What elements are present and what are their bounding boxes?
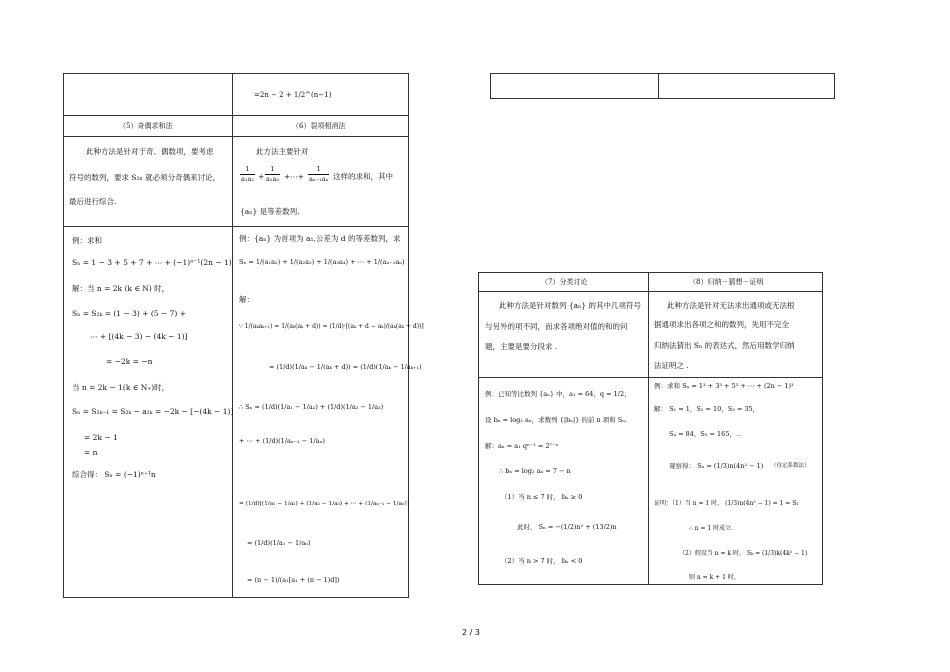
desc6-line1: 此方法主要针对 [256, 147, 309, 156]
ex6-line-3: 解： [239, 295, 254, 304]
desc6-line3: {aₙ} 是等差数列. [240, 207, 300, 216]
right-row-headers [479, 273, 822, 292]
ex6-line-7: + ⋯ + (1/d)(1/aₙ₋₁ − 1/aₙ) [239, 437, 325, 445]
ex5-line-1: 例：求和 [72, 236, 102, 245]
desc6-fraction-3: 1 aₙ₋₁aₙ [309, 165, 329, 183]
desc7-line2: 与另外的项不同，而求各项绝对值的和的问 [485, 322, 628, 331]
ex7-line-5: （1）当 n ≤ 7 时， bₙ ≥ 0 [501, 493, 583, 501]
right-table [478, 272, 823, 585]
ex6-line-2: Sₙ = 1/(a₁a₂) + 1/(a₂a₃) + 1/(a₃a₄) + ⋯ + 1/(aₙ₋₁aₙ) [239, 258, 405, 266]
ex7-line-2: 设 bₙ = log₂ aₙ，求数列 {|bₙ|} 的前 n 项和 Sₙ. [485, 416, 628, 424]
ex5-line-8: Sₙ = S₂ₖ₋₁ = S₂ₖ − a₂ₖ = −2k − [−(4k − 1)] [72, 407, 234, 416]
ex6-line-10: = (n − 1)/(a₁[a₁ + (n − 1)d]) [247, 576, 340, 584]
ex8-line-8: （2）假设当 n = k 时， Sₖ = (1/3)k(4k² − 1) [679, 550, 808, 557]
left-row-headers [64, 116, 408, 137]
ex5-line-6: = −2k = −n [106, 357, 153, 366]
ex5-line-4: Sₙ = S₂ₖ = (1 − 3) + (5 − 7) + [72, 309, 186, 318]
ex6-line-5: = (1/d)(1/aₖ − 1/(aₖ + d)) = (1/d)(1/aₖ − 1/aₖ₊₁) [269, 363, 422, 371]
desc6-line2: 这样的求和，其中 [333, 172, 393, 181]
ex5-line-3: 解：当 n = 2k (k ∈ N) 时， [72, 284, 170, 293]
ex8-line-5: （待定系数法） [771, 463, 810, 469]
desc8-line4: 法证明之 . [654, 361, 689, 370]
header-7: （7）分类讨论 [541, 278, 588, 286]
ex6-line-6: ∴ Sₙ = (1/d)(1/a₁ − 1/a₂) + (1/d)(1/a₂ − 1/a₃) [239, 403, 384, 411]
desc8-line3: 归纳法猜出 Sₙ 的表达式，然后用数学归纳 [654, 341, 795, 350]
header-6: （6）裂项相消法 [292, 122, 346, 130]
ex8-line-7: ∴ n = 1 时成立. [689, 525, 734, 532]
ex6-line-8: = (1/d)[(1/a₁ − 1/a₂) + (1/a₂ − 1/a₃) + ⋯ + (1/aₙ₋₁ − 1/aₙ)] [239, 501, 409, 507]
ex8-line-4: 观察得： Sₙ = (1/3)n(4n² − 1) [669, 462, 764, 470]
desc5-line1: 此种方法是针对于奇、偶数项，要考虑 [86, 147, 214, 156]
desc7-line3: 题，主要是要分段求 . [485, 342, 558, 351]
ex5-line-11: 综合得： Sₙ = (−1)ⁿ⁺¹n [72, 470, 156, 479]
ex8-line-2: 解： S₁ = 1，S₂ = 10，S₃ = 35， [654, 405, 760, 413]
left-row-top [64, 74, 408, 116]
ex7-line-4: ∴ bₙ = log₂ aₙ = 7 − n [499, 467, 571, 475]
ex7-line-6: 此时， Sₙ = −(1/2)n² + (13/2)n [517, 523, 617, 531]
ex5-line-10: = n [84, 448, 98, 457]
ex7-line-1: 例：已知等比数列 {aₙ} 中，a₁ = 64，q = 1/2， [485, 390, 631, 398]
desc5-line3: 最后进行综合. [69, 197, 117, 206]
ex6-line-4: ∵ 1/(aₖaₖ₊₁) = 1/(aₖ(aₖ + d)) = (1/d)·[(aₖ + d − aₖ)/(aₖ(aₖ + d))] [239, 323, 424, 330]
desc8-line1: 此种方法是针对无法求出通项或无法根 [667, 301, 795, 310]
header-8: （8）归纳－猜想－证明 [689, 278, 764, 286]
top-formula: =2n − 2 + 1/2^(n−1) [254, 91, 332, 99]
ex6-line-1: 例：{aₙ} 为首项为 a₁,公差为 d 的等差数列，求 [239, 234, 401, 243]
right-top-table [490, 73, 835, 99]
ex8-line-9: 则 n = k + 1 时， [689, 574, 740, 581]
ex7-line-3: 解：aₙ = a₁ qⁿ⁻¹ = 2⁷⁻ⁿ [485, 442, 559, 450]
ex5-line-5: ⋯ + [(4k − 3) − (4k − 1)] [90, 332, 188, 341]
ex5-line-7: 当 n = 2k − 1(k ∈ N₊)时， [72, 383, 170, 392]
desc8-line2: 据通项求出各项之和的数列，先用不完全 [654, 320, 789, 329]
ex5-line-9: = 2k − 1 [84, 433, 118, 442]
desc5-line2: 符号的数列，要求 S₂ₙ 就必须分奇偶来讨论， [69, 173, 221, 182]
ex5-line-2: Sₙ = 1 − 3 + 5 + 7 + ⋯ + (−1)ⁿ⁻¹(2n − 1) [72, 258, 232, 267]
left-table: =2n − 2 + 1/2^(n−1) （5）奇偶求和法 （6）裂项相消法 此种方法是针对于奇、偶数项，要考虑 符号的数列，要求 S₂ₙ 就必须分奇偶来讨论， 最后进行综合. 此方法主要针对 1 a₁a₂ + 1 a₂a₃ +⋯+ 1 aₙ₋₁aₙ 这样的求和，其中 {aₙ} 是等差数列. 例：求和 Sₙ = 1 − 3 + 5 + 7 + ⋯ + (−1)ⁿ⁻¹(2n − 1) 解：当 n = 2k (k ∈ N) 时， Sₙ = S₂ₖ = (1 − 3) + (5 − 7) + ⋯ + [(4k − 3) − (4k − 1)] = −2k = −n 当 n = 2k − 1(k ∈ N₊)时， Sₙ = S₂ₖ₋₁ = S₂ₖ − a₂ₖ = −2k − [−(4k − 1)] = 2k − 1 = n 综合得： Sₙ = (−1)ⁿ⁺¹n 例：{aₙ} 为首项为 a₁,公差为 d 的等差数列，求 Sₙ = 1/(a₁a₂) + 1/(a₂a₃) + 1/(a₃a₄) + ⋯ + 1/(aₙ₋₁aₙ) 解： ∵ 1/(aₖaₖ₊₁) = 1/(aₖ(aₖ + d)) = (1/d)·[(aₖ + d − aₖ)/(aₖ(aₖ + d))] = (1/d)(1/aₖ − 1/(aₖ + d)) = (1/d)(1/aₖ − 1/aₖ₊₁) ∴ Sₙ = (1/d)(1/a₁ − 1/a₂) + (1/d)(1/a₂ − 1/a₃) + ⋯ + (1/d)(1/aₙ₋₁ − 1/aₙ) = (1/d)[(1/a₁ − 1/a₂) + (1/a₂ − 1/a₃) + ⋯ + (1/aₙ₋₁ − 1/aₙ)] = (1/d)(1/a₁ − 1/aₙ) = (n − 1)/(a₁[a₁ + (n − 1)d]) [63, 73, 409, 598]
ex8-line-3: S₄ = 84，S₅ = 165，⋯ [669, 430, 742, 438]
ex6-line-9: = (1/d)(1/a₁ − 1/aₙ) [247, 539, 311, 547]
page-number: 2 / 3 [462, 628, 480, 637]
ex8-line-1: 例：求和 Sₙ = 1³ + 3³ + 5³ + ⋯ + (2n − 1)³ [654, 382, 794, 390]
header-5: （5）奇偶求和法 [119, 122, 173, 130]
desc6-fraction-1: 1 a₁a₂ [241, 165, 254, 183]
desc6-fraction-2: 1 a₂a₃ [266, 165, 279, 183]
desc7-line1: 此种方法是针对数列 {aₙ} 的其中几项符号 [499, 301, 642, 310]
ex7-line-7: （2）当 n > 7 时， bₙ < 0 [501, 557, 583, 565]
ex8-line-6: 证明：（1）当 n = 1 时， (1/3)n(4n² − 1) = 1 = S₁ [654, 500, 799, 507]
